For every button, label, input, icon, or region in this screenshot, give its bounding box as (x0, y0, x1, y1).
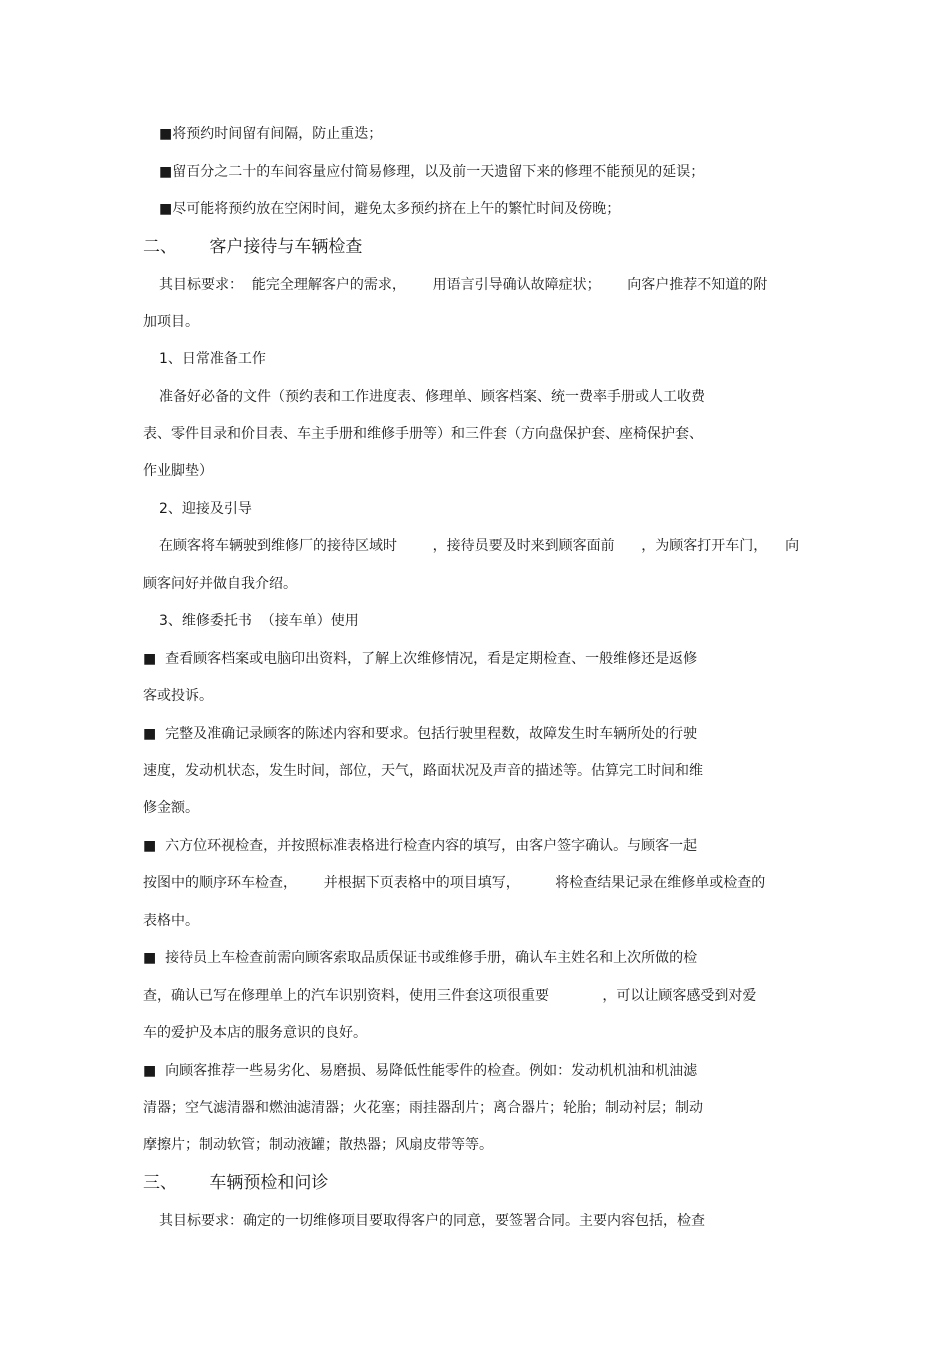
bullet-item: ■尽可能将预约放在空闲时间，避免太多预约挤在上午的繁忙时间及傍晚； (159, 201, 621, 217)
paragraph-line: 作业脚垫） (143, 463, 213, 479)
paragraph-line: 按图中的顺序环车检查， 并根据下页表格中的项目填写， 将检查结果记录在维修单或检查的 (143, 875, 766, 891)
bullet-item: ■留百分之二十的车间容量应付简易修理，以及前一天遗留下来的修理不能预见的延误； (159, 164, 705, 180)
paragraph-line: 其目标要求： 能完全理解客户的需求， 用语言引导确认故障症状； 向客户推荐不知道的附 (159, 277, 768, 293)
subheading: 1、日常准备工作 (159, 351, 266, 367)
section-heading: 二、 客户接待与车辆检查 (143, 237, 363, 257)
section-heading: 三、 车辆预检和问诊 (143, 1173, 329, 1193)
paragraph-line: 清器；空气滤清器和燃油滤清器；火花塞；雨挂器刮片；离合器片；轮胎；制动衬层；制动 (143, 1100, 703, 1116)
bullet-item: ■ 完整及准确记录顾客的陈述内容和要求。包括行驶里程数，故障发生时车辆所处的行驶 (143, 726, 698, 742)
bullet-item: ■将预约时间留有间隔，防止重迭； (159, 126, 383, 142)
paragraph-line: 在顾客将车辆驶到维修厂的接待区域时 ，接待员要及时来到顾客面前 ，为顾客打开车门， 向 (159, 538, 800, 554)
bullet-item: ■ 查看顾客档案或电脑印出资料，了解上次维修情况，看是定期检查、一般维修还是返修 (143, 651, 698, 667)
subheading: 3、维修委托书 （接车单）使用 (159, 613, 359, 629)
paragraph-line: 表、零件目录和价目表、车主手册和维修手册等）和三件套（方向盘保护套、座椅保护套、 (143, 426, 703, 442)
paragraph-line: 查，确认已写在修理单上的汽车识别资料，使用三件套这项很重要 ，可以让顾客感受到对爱 (143, 988, 757, 1004)
paragraph-line: 摩擦片；制动软管；制动液罐；散热器；风扇皮带等等。 (143, 1137, 493, 1153)
paragraph-line: 速度，发动机状态，发生时间，部位，天气，路面状况及声音的描述等。估算完工时间和维 (143, 763, 703, 779)
bullet-item: ■ 接待员上车检查前需向顾客索取品质保证书或维修手册，确认车主姓名和上次所做的检 (143, 950, 698, 966)
paragraph-line: 加项目。 (143, 314, 199, 330)
paragraph-line: 客或投诉。 (143, 688, 213, 704)
paragraph-line: 车的爱护及本店的服务意识的良好。 (143, 1025, 367, 1041)
paragraph-line: 准备好必备的文件（预约表和工作进度表、修理单、顾客档案、统一费率手册或人工收费 (159, 389, 705, 405)
bullet-item: ■ 六方位环视检查，并按照标准表格进行检查内容的填写，由客户签字确认。与顾客一起 (143, 838, 698, 854)
subheading: 2、迎接及引导 (159, 501, 252, 517)
paragraph-line: 修金额。 (143, 800, 199, 816)
paragraph-line: 顾客问好并做自我介绍。 (143, 576, 297, 592)
bullet-item: ■ 向顾客推荐一些易劣化、易磨损、易降低性能零件的检查。例如：发动机机油和机油滤 (143, 1063, 698, 1079)
paragraph-line: 其目标要求：确定的一切维修项目要取得客户的同意，要签署合同。主要内容包括，检查 (159, 1213, 705, 1229)
paragraph-line: 表格中。 (143, 913, 199, 929)
